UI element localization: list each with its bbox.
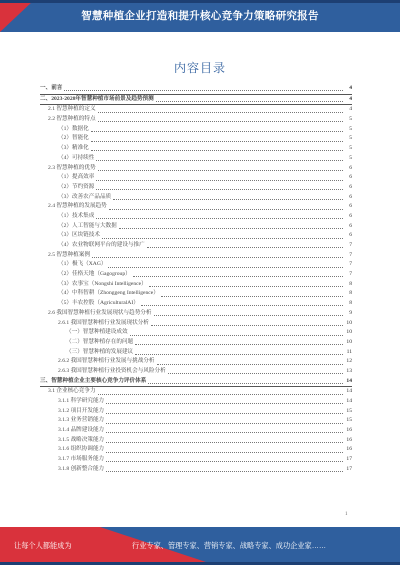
toc-entry[interactable] xyxy=(40,357,352,367)
toc-entry-page: 16 xyxy=(346,427,352,434)
report-title: 智慧种植企业打造和提升核心竞争力策略研究报告 xyxy=(81,10,319,22)
toc-entry-page: 8 xyxy=(349,300,352,307)
toc-entry-page: 6 xyxy=(349,164,352,171)
toc-entry-page: 15 xyxy=(346,407,352,414)
toc-entry-label: 3.1.1 科学研究能力 xyxy=(58,398,105,404)
toc-leader-dots xyxy=(98,112,343,113)
toc-entry-label: （1）提高效率 xyxy=(58,174,95,181)
toc-entry-page: 4 xyxy=(349,85,352,91)
toc-entry-label: （2）人工智能与大数据 xyxy=(58,222,117,229)
toc-entry-page: 7 xyxy=(349,242,352,248)
toc-entry-label: 3.1.7 市场服务能力 xyxy=(58,456,105,463)
toc-entry-label: 3.1.6 组织协调能力 xyxy=(58,446,105,453)
toc-entry-page: 16 xyxy=(346,436,352,443)
toc-entry-page: 11 xyxy=(346,348,352,355)
toc-entry-page: 10 xyxy=(346,338,352,345)
toc-entry-label: （三）智慧种植的发展建议 xyxy=(66,348,134,355)
toc-entry-page: 6 xyxy=(349,203,352,210)
toc-entry-page: 17 xyxy=(346,456,352,463)
toc-entry-label: （1）极飞（XAG） xyxy=(58,261,107,268)
toc-entry[interactable] xyxy=(40,338,352,348)
toc-leader-dots xyxy=(109,209,343,210)
toc-entry[interactable] xyxy=(40,183,352,193)
toc-leader-dots xyxy=(161,296,343,297)
toc-entry-page: 17 xyxy=(346,465,352,472)
toc-entry[interactable] xyxy=(40,84,352,95)
toc-leader-dots xyxy=(106,403,343,404)
toc-leader-dots xyxy=(96,180,343,181)
toc-entry[interactable] xyxy=(40,426,352,436)
toc-entry[interactable] xyxy=(40,309,352,319)
toc-entry-page: 7 xyxy=(349,251,352,258)
toc-leader-dots xyxy=(98,394,343,395)
toc-leader-dots xyxy=(108,267,343,268)
toc-entry-label: 2.4 智慧种植的发展趋势 xyxy=(48,203,107,210)
toc-entry-label: （1）技术集成 xyxy=(58,212,95,219)
toc-entry[interactable] xyxy=(40,164,352,174)
toc-entry[interactable] xyxy=(40,222,352,232)
toc-entry-label: 2.2 智慧种植的特点 xyxy=(48,116,96,123)
toc-entry[interactable] xyxy=(40,319,352,329)
toc-entry-page: 14 xyxy=(346,398,352,404)
toc-entry[interactable] xyxy=(40,455,352,465)
footer-banner xyxy=(0,527,400,565)
toc-leader-dots xyxy=(133,276,343,277)
toc-leader-dots xyxy=(151,325,343,326)
toc-leader-dots xyxy=(149,286,343,287)
toc-entry[interactable] xyxy=(40,105,352,115)
toc-entry-page: 6 xyxy=(349,183,352,190)
toc-leader-dots xyxy=(106,461,343,462)
toc-entry-label: 2.6.1 我国智慧种植行业发展现状分析 xyxy=(58,319,149,326)
toc-entry-label: 2.3 智慧种植的优势 xyxy=(48,164,96,171)
toc-entry-label: （3）改善农产品品质 xyxy=(58,193,112,200)
toc-leader-dots xyxy=(91,150,343,151)
toc-entry-label: （3）农事宝（Nongshi Intelligence） xyxy=(58,280,147,287)
toc-entry-label: （5）丰农控股（AgriculturalAI） xyxy=(58,300,139,307)
toc-entry[interactable] xyxy=(40,212,352,222)
toc-entry-label: 2.1 智慧种植的定义 xyxy=(48,106,96,113)
toc-entry-page: 5 xyxy=(349,125,352,132)
toc-leader-dots xyxy=(64,90,343,91)
toc-entry[interactable] xyxy=(40,397,352,407)
toc-entry[interactable] xyxy=(40,289,352,299)
toc-entry-page: 6 xyxy=(349,222,352,229)
toc-entry[interactable] xyxy=(40,436,352,446)
toc-entry[interactable] xyxy=(40,134,352,144)
toc-leader-dots xyxy=(96,189,343,190)
toc-entry-label: （一）智慧种植建设成效 xyxy=(66,329,128,336)
toc-leader-dots xyxy=(91,141,343,142)
toc-leader-dots xyxy=(98,170,343,171)
toc-entry[interactable] xyxy=(40,144,352,154)
toc-entry-label: 三、智慧种植企业主要核心竞争力评价体系 xyxy=(40,377,147,384)
toc-entry[interactable] xyxy=(40,241,352,251)
toc-entry-label: 3.1.8 创新整合能力 xyxy=(58,465,105,472)
toc-entry-page: 13 xyxy=(346,367,352,374)
toc-leader-dots xyxy=(135,344,343,345)
page-number: 1 xyxy=(345,512,348,517)
toc-leader-dots xyxy=(102,238,343,239)
toc-entry-page: 6 xyxy=(349,232,352,239)
toc-entry-page: 5 xyxy=(349,116,352,123)
toc-entry-label: （4）可持续性 xyxy=(58,154,95,161)
toc-entry[interactable] xyxy=(40,407,352,417)
toc-entry[interactable] xyxy=(40,280,352,290)
toc-entry-page: 8 xyxy=(349,290,352,297)
toc-entry-page: 9 xyxy=(349,309,352,316)
toc-entry[interactable] xyxy=(40,193,352,203)
toc-entry-page: 14 xyxy=(346,377,352,384)
toc-leader-dots xyxy=(157,364,344,365)
header-banner xyxy=(0,0,400,32)
toc-entry-label: 二、2023-2028年智慧种植市场前景及趋势预测 xyxy=(40,95,154,102)
toc-leader-dots xyxy=(113,199,343,200)
toc-entry-label: （二）智慧种植存在的问题 xyxy=(66,338,134,345)
toc-entry-label: 2.6.3 我国智慧种植行业投资机会与风险分析 xyxy=(58,367,166,374)
toc-leader-dots xyxy=(119,228,343,229)
toc-leader-dots xyxy=(106,432,343,433)
toc-heading: 内容目录 xyxy=(173,61,226,75)
toc-entry-label: 2.5 智慧种植案例 xyxy=(48,251,90,258)
toc-entry-label: 2.6 我国智慧种植行业发展现状与趋势分析 xyxy=(48,309,152,316)
toc-entry[interactable] xyxy=(40,465,352,475)
toc-entry[interactable] xyxy=(40,299,352,309)
toc-leader-dots xyxy=(96,218,343,219)
toc-leader-dots xyxy=(141,305,343,306)
toc-entry-page: 5 xyxy=(349,145,352,152)
toc-leader-dots xyxy=(106,413,343,414)
header-top-stripe xyxy=(0,0,400,3)
toc-entry[interactable] xyxy=(40,125,352,135)
table-of-contents xyxy=(40,84,352,475)
toc-entry-page: 4 xyxy=(349,106,352,113)
toc-entry-page: 16 xyxy=(346,446,352,453)
toc-leader-dots xyxy=(98,121,343,122)
toc-leader-dots xyxy=(91,131,343,132)
toc-entry-label: 3.1.2 项目开发能力 xyxy=(58,407,105,414)
toc-entry-page: 8 xyxy=(349,280,352,287)
toc-entry-page: 12 xyxy=(346,358,352,365)
toc-entry[interactable] xyxy=(40,231,352,241)
toc-leader-dots xyxy=(168,373,343,374)
toc-leader-dots xyxy=(106,423,343,424)
toc-entry-page: 6 xyxy=(349,212,352,219)
toc-entry-page: 10 xyxy=(346,329,352,336)
toc-entry-label: 3.1.5 战略决策能力 xyxy=(58,436,105,443)
toc-entry-label: 2.6.2 我国智慧种植行业发展与挑战分析 xyxy=(58,358,155,365)
toc-entry-page: 7 xyxy=(349,271,352,278)
toc-entry-page: 4 xyxy=(349,95,352,102)
toc-entry-page: 6 xyxy=(349,193,352,200)
toc-entry-page: 6 xyxy=(349,174,352,181)
toc-entry[interactable] xyxy=(40,260,352,270)
toc-entry[interactable] xyxy=(40,377,352,388)
toc-entry-label: 3.1.4 品牌建设能力 xyxy=(58,427,105,434)
toc-entry-label: （2）智能化 xyxy=(58,135,89,142)
toc-entry[interactable] xyxy=(40,416,352,426)
toc-entry-label: （3）精准化 xyxy=(58,145,89,152)
toc-entry[interactable] xyxy=(40,367,352,377)
toc-entry-label: （4）农业物联网平台的建设与推广 xyxy=(58,242,145,248)
toc-entry[interactable] xyxy=(40,202,352,212)
toc-entry[interactable] xyxy=(40,348,352,358)
toc-entry-label: （4）中科智耕（Zhonggeng Intelligence） xyxy=(58,290,159,297)
toc-entry-label: （2）节约资源 xyxy=(58,183,95,190)
toc-leader-dots xyxy=(96,160,343,161)
toc-entry-label: （1）数据化 xyxy=(58,125,89,132)
footer-slogan: 让每个人都能成为 xyxy=(14,541,72,550)
toc-entry[interactable] xyxy=(40,173,352,183)
toc-leader-dots xyxy=(135,354,343,355)
toc-entry[interactable] xyxy=(40,251,352,261)
toc-leader-dots xyxy=(154,315,344,316)
toc-entry-page: 5 xyxy=(349,135,352,142)
toc-entry-page: 10 xyxy=(346,319,352,326)
toc-entry-label: 一、前言 xyxy=(40,85,63,91)
toc-leader-dots xyxy=(147,247,343,248)
toc-entry-label: 3.1.3 业务营销能力 xyxy=(58,417,105,424)
toc-entry[interactable] xyxy=(40,115,352,125)
toc-leader-dots xyxy=(106,442,343,443)
toc-entry[interactable] xyxy=(40,95,352,106)
toc-leader-dots xyxy=(92,257,343,258)
toc-leader-dots xyxy=(156,101,343,102)
toc-leader-dots xyxy=(148,383,343,384)
toc-entry-label: （2）佳格天地（Gagogroup） xyxy=(58,271,131,278)
toc-entry[interactable] xyxy=(40,154,352,164)
toc-leader-dots xyxy=(106,471,343,472)
toc-entry[interactable] xyxy=(40,270,352,280)
toc-entry-label: （3）区块链技术 xyxy=(58,232,100,239)
toc-entry-label: 3.1 企业核心竞争力 xyxy=(48,388,96,395)
toc-entry-page: 7 xyxy=(349,261,352,268)
toc-entry[interactable] xyxy=(40,387,352,397)
footer-roles: 行业专家、管理专家、营销专家、战略专家、成功企业家…… xyxy=(132,541,327,550)
toc-entry[interactable] xyxy=(40,445,352,455)
toc-leader-dots xyxy=(106,452,343,453)
toc-entry-page: 15 xyxy=(346,417,352,424)
toc-entry-page: 5 xyxy=(349,154,352,161)
toc-leader-dots xyxy=(130,335,343,336)
toc-entry[interactable] xyxy=(40,328,352,338)
toc-entry-page: 14 xyxy=(346,388,352,395)
